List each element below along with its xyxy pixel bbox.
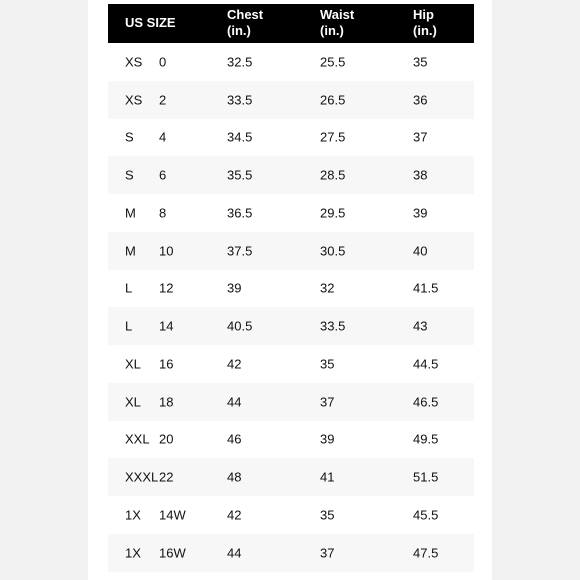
table-row xyxy=(108,383,474,421)
size-cell: S xyxy=(125,167,134,183)
size-number-cell: 20 xyxy=(159,431,174,447)
header-chest-label: Chest xyxy=(227,7,264,22)
hip-cell: 51.5 xyxy=(413,469,439,485)
size-cell: 1X xyxy=(125,545,141,561)
chest-cell: 34.5 xyxy=(227,129,253,145)
size-cell: L xyxy=(125,280,133,296)
size-number-cell: 12 xyxy=(159,280,174,296)
header-hip-unit: (in.) xyxy=(413,23,437,38)
waist-cell: 39 xyxy=(320,431,335,447)
size-number-cell: 22 xyxy=(159,469,174,485)
hip-cell: 41.5 xyxy=(413,280,439,296)
header-chest-unit: (in.) xyxy=(227,23,251,38)
table-row xyxy=(108,43,474,81)
hip-cell: 35 xyxy=(413,54,428,70)
header-waist xyxy=(320,7,354,39)
waist-cell: 28.5 xyxy=(320,167,346,183)
chest-cell: 44 xyxy=(227,545,242,561)
hip-cell: 43 xyxy=(413,318,428,334)
header-waist-unit: (in.) xyxy=(320,23,344,38)
hip-cell: 49.5 xyxy=(413,431,439,447)
waist-cell: 25.5 xyxy=(320,54,346,70)
size-number-cell: 16 xyxy=(159,356,174,372)
table-row xyxy=(108,534,474,572)
size-cell: XS xyxy=(125,54,143,70)
header-chest xyxy=(227,7,263,39)
size-number-cell: 14 xyxy=(159,318,174,334)
size-number-cell: 14W xyxy=(159,507,186,523)
header-hip-label: Hip xyxy=(413,7,434,22)
header-waist-label: Waist xyxy=(320,7,355,22)
hip-cell: 46.5 xyxy=(413,394,439,410)
waist-cell: 35 xyxy=(320,507,335,523)
size-cell: L xyxy=(125,318,133,334)
size-number-cell: 6 xyxy=(159,167,167,183)
waist-cell: 26.5 xyxy=(320,92,346,108)
size-number-cell: 2 xyxy=(159,92,167,108)
hip-cell: 44.5 xyxy=(413,356,439,372)
size-cell: XXL xyxy=(125,431,150,447)
size-number-cell: 4 xyxy=(159,129,167,145)
chest-cell: 42 xyxy=(227,507,242,523)
header-us-size: US SIZE xyxy=(125,15,176,30)
table-row xyxy=(108,496,474,534)
table-row xyxy=(108,307,474,345)
size-number-cell: 8 xyxy=(159,205,167,221)
table-row xyxy=(108,270,474,308)
size-number-cell: 0 xyxy=(159,54,167,70)
size-cell: 1X xyxy=(125,507,141,523)
chest-cell: 39 xyxy=(227,280,242,296)
size-cell: M xyxy=(125,205,136,221)
size-cell: XL xyxy=(125,394,141,410)
chest-cell: 36.5 xyxy=(227,205,253,221)
waist-cell: 35 xyxy=(320,356,335,372)
size-number-cell: 16W xyxy=(159,545,186,561)
chest-cell: 48 xyxy=(227,469,242,485)
hip-cell: 40 xyxy=(413,243,428,259)
size-number-cell: 10 xyxy=(159,243,174,259)
chest-cell: 42 xyxy=(227,356,242,372)
chest-cell: 33.5 xyxy=(227,92,253,108)
chest-cell: 35.5 xyxy=(227,167,253,183)
hip-cell: 37 xyxy=(413,129,428,145)
size-cell: M xyxy=(125,243,136,259)
hip-cell: 45.5 xyxy=(413,507,439,523)
table-row xyxy=(108,119,474,157)
chest-cell: 40.5 xyxy=(227,318,253,334)
hip-cell: 47.5 xyxy=(413,545,439,561)
waist-cell: 37 xyxy=(320,394,335,410)
size-cell: XS xyxy=(125,92,143,108)
table-row xyxy=(108,81,474,119)
table-row xyxy=(108,156,474,194)
waist-cell: 29.5 xyxy=(320,205,346,221)
table-row xyxy=(108,345,474,383)
table-row xyxy=(108,458,474,496)
waist-cell: 30.5 xyxy=(320,243,346,259)
hip-cell: 38 xyxy=(413,167,428,183)
table-row xyxy=(108,421,474,459)
size-chart-header xyxy=(108,4,474,43)
table-row xyxy=(108,194,474,232)
waist-cell: 33.5 xyxy=(320,318,346,334)
size-cell: S xyxy=(125,129,134,145)
hip-cell: 39 xyxy=(413,205,428,221)
chest-cell: 32.5 xyxy=(227,54,253,70)
chest-cell: 37.5 xyxy=(227,243,253,259)
waist-cell: 32 xyxy=(320,280,335,296)
chest-cell: 44 xyxy=(227,394,242,410)
size-number-cell: 18 xyxy=(159,394,174,410)
header-hip xyxy=(413,7,437,39)
waist-cell: 41 xyxy=(320,469,335,485)
chest-cell: 46 xyxy=(227,431,242,447)
hip-cell: 36 xyxy=(413,92,428,108)
size-cell: XXXL xyxy=(125,469,159,485)
size-cell: XL xyxy=(125,356,141,372)
waist-cell: 37 xyxy=(320,545,335,561)
size-chart-body xyxy=(108,43,474,572)
waist-cell: 27.5 xyxy=(320,129,346,145)
table-row xyxy=(108,232,474,270)
